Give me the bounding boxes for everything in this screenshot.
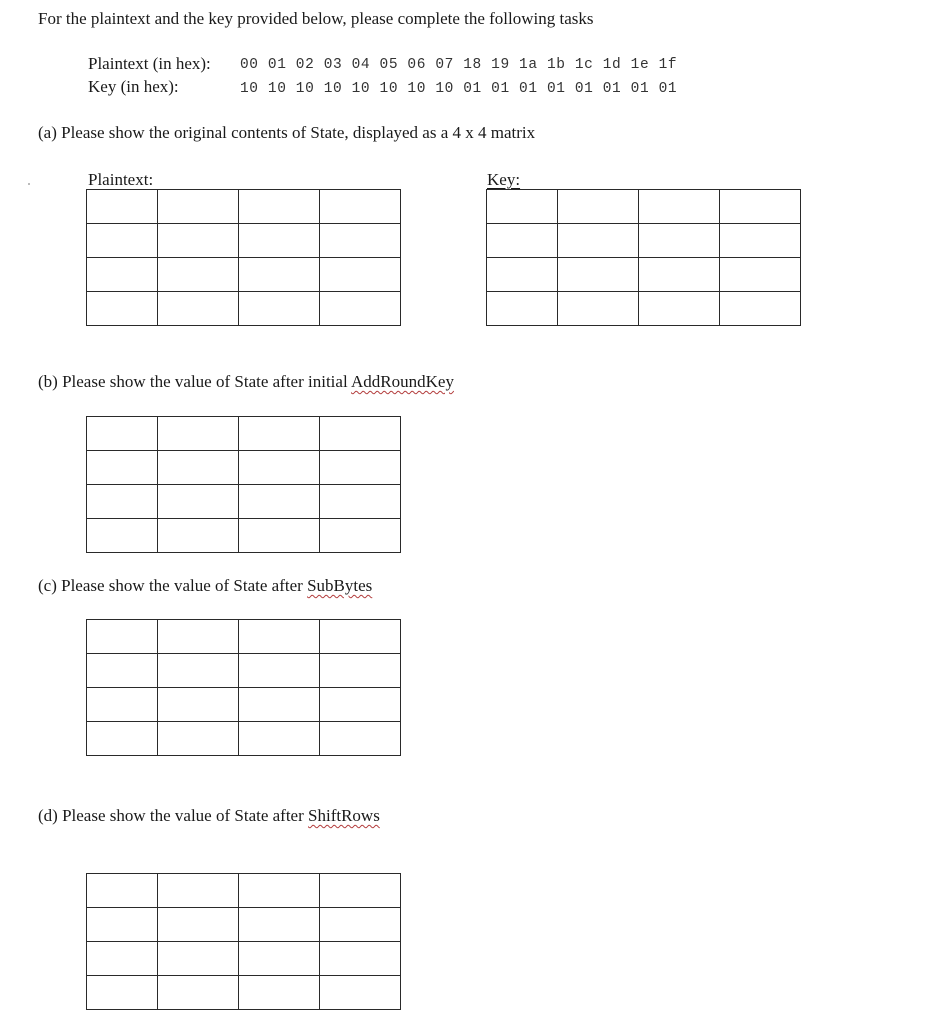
matrix-cell[interactable] bbox=[320, 874, 401, 908]
matrix-cell[interactable] bbox=[239, 942, 320, 976]
matrix-cell[interactable] bbox=[239, 417, 320, 451]
part-d-term: ShiftRows bbox=[308, 806, 380, 825]
matrix-cell[interactable] bbox=[239, 722, 320, 756]
shiftrows-state-matrix bbox=[86, 873, 401, 1010]
matrix-cell[interactable] bbox=[158, 874, 239, 908]
matrix-cell[interactable] bbox=[239, 258, 320, 292]
part-c-term: SubBytes bbox=[307, 576, 373, 595]
matrix-cell[interactable] bbox=[87, 519, 158, 553]
matrix-cell[interactable] bbox=[639, 224, 720, 258]
matrix-cell[interactable] bbox=[239, 688, 320, 722]
matrix-cell[interactable] bbox=[158, 485, 239, 519]
matrix-cell[interactable] bbox=[320, 620, 401, 654]
matrix-cell[interactable] bbox=[558, 258, 639, 292]
matrix-cell[interactable] bbox=[239, 620, 320, 654]
subbytes-state-matrix bbox=[86, 619, 401, 756]
matrix-cell[interactable] bbox=[158, 224, 239, 258]
matrix-cell[interactable] bbox=[239, 451, 320, 485]
matrix-cell[interactable] bbox=[639, 292, 720, 326]
matrix-cell[interactable] bbox=[320, 519, 401, 553]
matrix-cell[interactable] bbox=[320, 908, 401, 942]
matrix-cell[interactable] bbox=[158, 190, 239, 224]
matrix-cell[interactable] bbox=[87, 190, 158, 224]
matrix-cell[interactable] bbox=[158, 417, 239, 451]
matrix-cell[interactable] bbox=[320, 224, 401, 258]
matrix-cell[interactable] bbox=[158, 258, 239, 292]
matrix-cell[interactable] bbox=[487, 258, 558, 292]
plaintext-hex: 00 01 02 03 04 05 06 07 18 19 1a 1b 1c 1d 1e 1f bbox=[240, 57, 678, 73]
matrix-cell[interactable] bbox=[87, 654, 158, 688]
matrix-cell[interactable] bbox=[239, 224, 320, 258]
plaintext-label: Plaintext (in hex): bbox=[88, 54, 211, 73]
matrix-cell[interactable] bbox=[720, 258, 801, 292]
matrix-cell[interactable] bbox=[87, 417, 158, 451]
matrix-cell[interactable] bbox=[87, 874, 158, 908]
matrix-cell[interactable] bbox=[158, 292, 239, 326]
key-label: Key (in hex): bbox=[88, 77, 179, 96]
matrix-cell[interactable] bbox=[320, 451, 401, 485]
matrix-cell[interactable] bbox=[558, 224, 639, 258]
matrix-cell[interactable] bbox=[158, 908, 239, 942]
matrix-cell[interactable] bbox=[239, 190, 320, 224]
matrix-cell[interactable] bbox=[320, 485, 401, 519]
matrix-cell[interactable] bbox=[158, 976, 239, 1010]
part-a-question: (a) Please show the original contents of State, displayed as a 4 x 4 matrix bbox=[38, 123, 536, 142]
matrix-cell[interactable] bbox=[87, 908, 158, 942]
matrix-cell[interactable] bbox=[87, 942, 158, 976]
key-caption: Key: bbox=[487, 170, 521, 189]
margin-mark bbox=[28, 183, 30, 185]
matrix-cell[interactable] bbox=[87, 224, 158, 258]
matrix-cell[interactable] bbox=[87, 451, 158, 485]
key-hex: 10 10 10 10 10 10 10 10 01 01 01 01 01 01 01 01 bbox=[240, 81, 678, 97]
matrix-cell[interactable] bbox=[558, 292, 639, 326]
matrix-cell[interactable] bbox=[320, 976, 401, 1010]
part-b-term: AddRoundKey bbox=[351, 372, 454, 391]
plaintext-state-matrix bbox=[86, 189, 401, 326]
matrix-cell[interactable] bbox=[158, 654, 239, 688]
matrix-cell[interactable] bbox=[87, 976, 158, 1010]
matrix-cell[interactable] bbox=[87, 292, 158, 326]
addroundkey-state-matrix bbox=[86, 416, 401, 553]
matrix-cell[interactable] bbox=[320, 190, 401, 224]
matrix-cell[interactable] bbox=[158, 620, 239, 654]
matrix-cell[interactable] bbox=[87, 485, 158, 519]
matrix-cell[interactable] bbox=[158, 722, 239, 756]
matrix-cell[interactable] bbox=[487, 292, 558, 326]
matrix-cell[interactable] bbox=[639, 190, 720, 224]
part-b-prefix: (b) Please show the value of State after initial bbox=[38, 372, 351, 391]
matrix-cell[interactable] bbox=[320, 942, 401, 976]
matrix-cell[interactable] bbox=[239, 485, 320, 519]
matrix-cell[interactable] bbox=[720, 292, 801, 326]
matrix-cell[interactable] bbox=[87, 722, 158, 756]
matrix-cell[interactable] bbox=[158, 451, 239, 485]
matrix-cell[interactable] bbox=[158, 688, 239, 722]
matrix-cell[interactable] bbox=[487, 190, 558, 224]
matrix-cell[interactable] bbox=[320, 292, 401, 326]
part-c-prefix: (c) Please show the value of State after bbox=[38, 576, 308, 595]
matrix-cell[interactable] bbox=[639, 258, 720, 292]
part-d-question bbox=[38, 806, 380, 826]
matrix-cell[interactable] bbox=[320, 258, 401, 292]
part-b-question bbox=[38, 372, 454, 392]
matrix-cell[interactable] bbox=[87, 688, 158, 722]
matrix-cell[interactable] bbox=[239, 292, 320, 326]
matrix-cell[interactable] bbox=[558, 190, 639, 224]
matrix-cell[interactable] bbox=[320, 688, 401, 722]
matrix-cell[interactable] bbox=[320, 654, 401, 688]
key-state-matrix bbox=[486, 189, 801, 326]
part-d-prefix: (d) Please show the value of State after bbox=[38, 806, 309, 825]
intro-text: For the plaintext and the key provided below, please complete the following tasks bbox=[38, 9, 594, 28]
matrix-cell[interactable] bbox=[720, 190, 801, 224]
matrix-cell[interactable] bbox=[239, 976, 320, 1010]
matrix-cell[interactable] bbox=[239, 874, 320, 908]
matrix-cell[interactable] bbox=[239, 908, 320, 942]
matrix-cell[interactable] bbox=[158, 942, 239, 976]
matrix-cell[interactable] bbox=[320, 417, 401, 451]
matrix-cell[interactable] bbox=[158, 519, 239, 553]
plaintext-caption: Plaintext: bbox=[88, 170, 154, 189]
matrix-cell[interactable] bbox=[239, 654, 320, 688]
matrix-cell[interactable] bbox=[87, 258, 158, 292]
matrix-cell[interactable] bbox=[320, 722, 401, 756]
matrix-cell[interactable] bbox=[239, 519, 320, 553]
matrix-cell[interactable] bbox=[87, 620, 158, 654]
matrix-cell[interactable] bbox=[720, 224, 801, 258]
part-c-question bbox=[38, 576, 372, 596]
matrix-cell[interactable] bbox=[487, 224, 558, 258]
